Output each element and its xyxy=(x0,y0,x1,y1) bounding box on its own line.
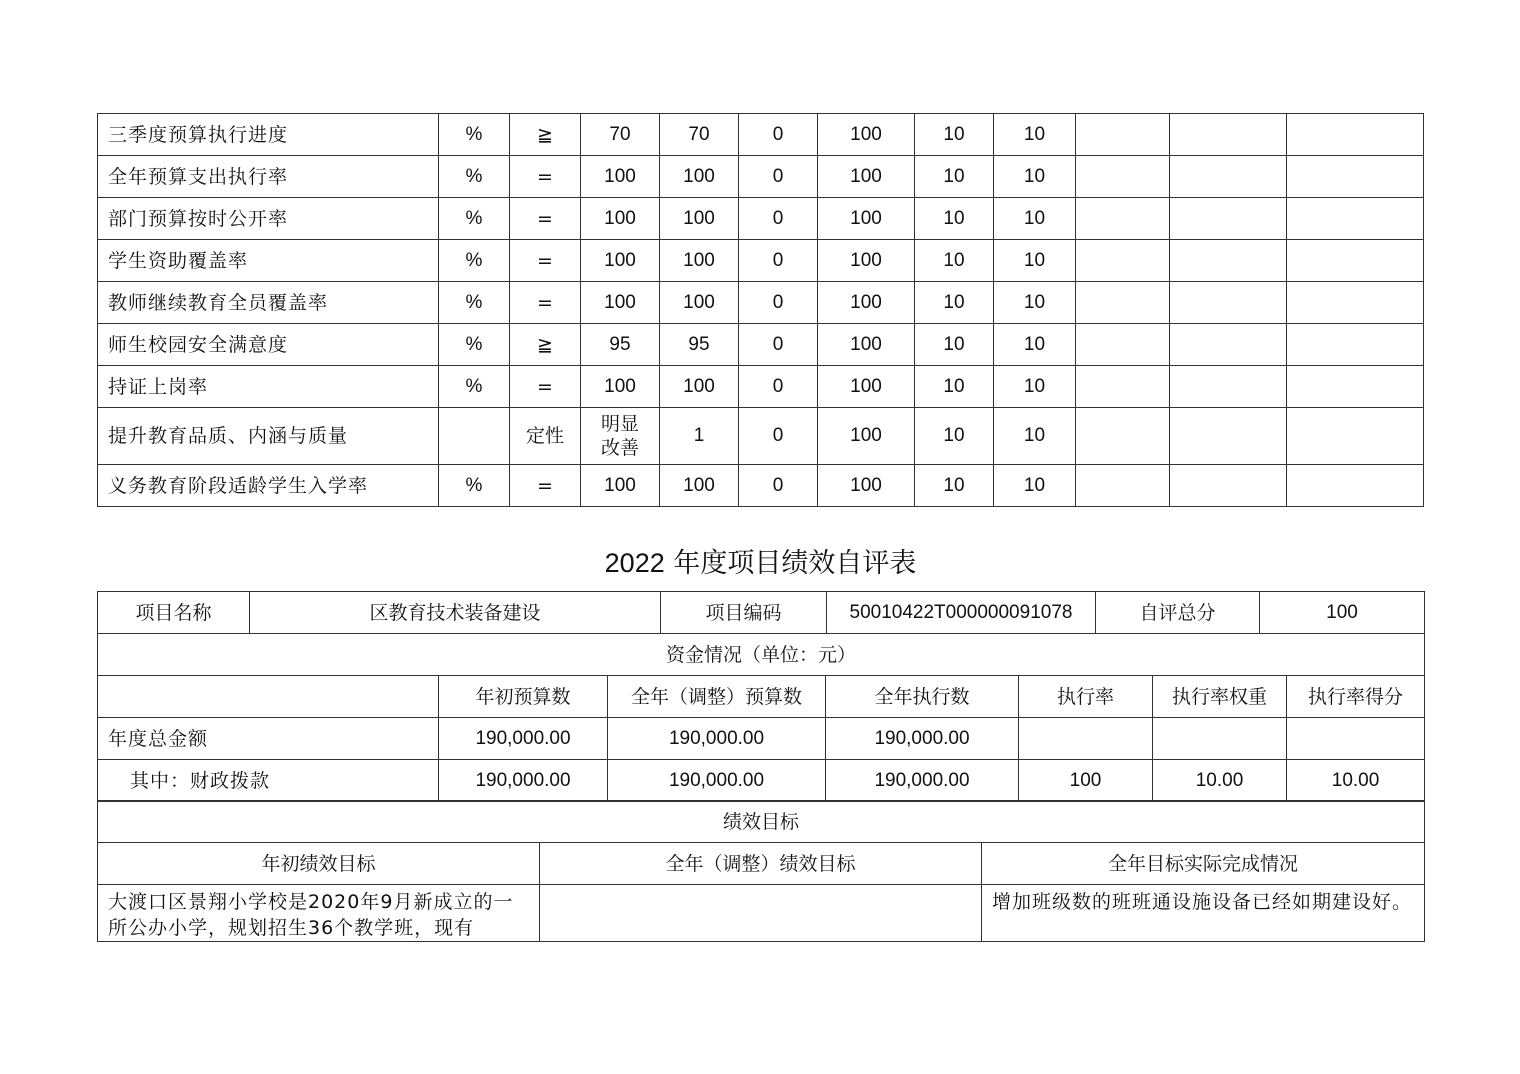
funds-table xyxy=(97,633,1425,802)
project-name-label: 项目名称 xyxy=(98,592,250,634)
indicator-empty-cell xyxy=(1170,282,1287,324)
funds-fiscal-initial: 190,000.00 xyxy=(439,760,608,802)
project-code-label: 项目编码 xyxy=(661,592,827,634)
indicator-empty-cell xyxy=(1076,156,1170,198)
indicator-row xyxy=(98,114,1424,156)
indicator-empty-cell xyxy=(1287,282,1424,324)
indicator-completion: 100 xyxy=(818,408,915,465)
indicator-score: 10 xyxy=(994,465,1076,507)
indicator-name: 持证上岗率 xyxy=(98,366,439,408)
funds-fiscal-label: 其中：财政拨款 xyxy=(98,760,439,802)
indicator-actual: 100 xyxy=(660,156,739,198)
indicator-unit: % xyxy=(439,240,510,282)
indicator-completion: 100 xyxy=(818,240,915,282)
indicator-target: 100 xyxy=(581,282,660,324)
indicator-name: 教师继续教育全员覆盖率 xyxy=(98,282,439,324)
indicator-empty-cell xyxy=(1287,408,1424,465)
indicator-actual: 95 xyxy=(660,324,739,366)
indicator-completion: 100 xyxy=(818,366,915,408)
funds-header-blank xyxy=(98,676,439,718)
indicator-target: 70 xyxy=(581,114,660,156)
indicator-actual: 100 xyxy=(660,465,739,507)
funds-fiscal-executed: 190,000.00 xyxy=(826,760,1019,802)
indicator-actual: 100 xyxy=(660,240,739,282)
indicator-row xyxy=(98,324,1424,366)
indicator-score: 10 xyxy=(994,366,1076,408)
indicator-operator: = xyxy=(510,198,581,240)
indicator-empty-cell xyxy=(1076,324,1170,366)
indicator-operator: 定性 xyxy=(510,408,581,465)
indicator-target: 明显改善 xyxy=(581,408,660,465)
project-code-value: 50010422T000000091078 xyxy=(827,592,1096,634)
indicator-empty-cell xyxy=(1287,198,1424,240)
indicator-empty-cell xyxy=(1076,282,1170,324)
funds-header-rate: 执行率 xyxy=(1019,676,1153,718)
funds-header-weight: 执行率权重 xyxy=(1153,676,1287,718)
indicator-empty-cell xyxy=(1287,114,1424,156)
indicator-score: 10 xyxy=(994,324,1076,366)
indicator-actual: 100 xyxy=(660,198,739,240)
indicator-empty-cell xyxy=(1170,408,1287,465)
indicator-name: 部门预算按时公开率 xyxy=(98,198,439,240)
indicator-weight: 10 xyxy=(915,366,994,408)
indicator-operator: = xyxy=(510,465,581,507)
indicator-unit: % xyxy=(439,156,510,198)
indicator-unit: % xyxy=(439,282,510,324)
indicator-score: 10 xyxy=(994,114,1076,156)
funds-header-executed: 全年执行数 xyxy=(826,676,1019,718)
indicator-deviation: 0 xyxy=(739,324,818,366)
indicator-empty-cell xyxy=(1170,240,1287,282)
goals-header-actual: 全年目标实际完成情况 xyxy=(982,843,1425,885)
funds-total-initial: 190,000.00 xyxy=(439,718,608,760)
indicator-operator: = xyxy=(510,156,581,198)
indicator-weight: 10 xyxy=(915,465,994,507)
indicator-target: 100 xyxy=(581,366,660,408)
indicator-operator: = xyxy=(510,282,581,324)
indicator-deviation: 0 xyxy=(739,198,818,240)
funds-total-executed: 190,000.00 xyxy=(826,718,1019,760)
project-name-value: 区教育技术装备建设 xyxy=(250,592,661,634)
indicator-weight: 10 xyxy=(915,324,994,366)
indicator-completion: 100 xyxy=(818,324,915,366)
indicator-name: 师生校园安全满意度 xyxy=(98,324,439,366)
indicator-weight: 10 xyxy=(915,408,994,465)
indicator-empty-cell xyxy=(1076,465,1170,507)
goals-header-initial: 年初绩效目标 xyxy=(98,843,540,885)
indicator-empty-cell xyxy=(1076,198,1170,240)
indicator-name: 全年预算支出执行率 xyxy=(98,156,439,198)
indicator-unit: % xyxy=(439,198,510,240)
indicator-empty-cell xyxy=(1287,240,1424,282)
indicator-unit: % xyxy=(439,114,510,156)
indicator-table xyxy=(97,113,1424,507)
indicator-row xyxy=(98,156,1424,198)
goals-header-adjusted: 全年（调整）绩效目标 xyxy=(540,843,982,885)
indicator-score: 10 xyxy=(994,156,1076,198)
indicator-weight: 10 xyxy=(915,156,994,198)
indicator-actual: 100 xyxy=(660,282,739,324)
indicator-weight: 10 xyxy=(915,240,994,282)
goals-table xyxy=(97,800,1425,942)
indicator-empty-cell xyxy=(1170,198,1287,240)
indicator-operator: = xyxy=(510,240,581,282)
indicator-name: 学生资助覆盖率 xyxy=(98,240,439,282)
indicator-completion: 100 xyxy=(818,114,915,156)
total-score-value: 100 xyxy=(1260,592,1425,634)
funds-total-score xyxy=(1287,718,1425,760)
indicator-empty-cell xyxy=(1170,465,1287,507)
indicator-target: 100 xyxy=(581,465,660,507)
funds-header-adjusted: 全年（调整）预算数 xyxy=(608,676,826,718)
indicator-score: 10 xyxy=(994,408,1076,465)
funds-total-adjusted: 190,000.00 xyxy=(608,718,826,760)
indicator-weight: 10 xyxy=(915,114,994,156)
indicator-row xyxy=(98,408,1424,465)
indicator-operator: = xyxy=(510,366,581,408)
indicator-row xyxy=(98,366,1424,408)
funds-fiscal-weight: 10.00 xyxy=(1153,760,1287,802)
indicator-empty-cell xyxy=(1287,465,1424,507)
indicator-deviation: 0 xyxy=(739,465,818,507)
indicator-empty-cell xyxy=(1076,114,1170,156)
page-title: 2022 年度项目绩效自评表 xyxy=(604,548,917,579)
indicator-deviation: 0 xyxy=(739,114,818,156)
indicator-actual: 100 xyxy=(660,366,739,408)
funds-fiscal-score: 10.00 xyxy=(1287,760,1425,802)
funds-total-label: 年度总金额 xyxy=(98,718,439,760)
indicator-deviation: 0 xyxy=(739,156,818,198)
indicator-operator: ≧ xyxy=(510,324,581,366)
goals-actual-text: 增加班级数的班班通设施设备已经如期建设好。 xyxy=(982,885,1425,942)
funds-total-rate xyxy=(1019,718,1153,760)
indicator-deviation: 0 xyxy=(739,240,818,282)
indicator-target: 100 xyxy=(581,198,660,240)
indicator-name: 提升教育品质、内涵与质量 xyxy=(98,408,439,465)
indicator-row xyxy=(98,282,1424,324)
indicator-row xyxy=(98,198,1424,240)
funds-fiscal-adjusted: 190,000.00 xyxy=(608,760,826,802)
indicator-completion: 100 xyxy=(818,465,915,507)
indicator-name: 三季度预算执行进度 xyxy=(98,114,439,156)
indicator-operator: ≧ xyxy=(510,114,581,156)
indicator-empty-cell xyxy=(1076,240,1170,282)
indicator-empty-cell xyxy=(1170,156,1287,198)
indicator-score: 10 xyxy=(994,282,1076,324)
indicator-empty-cell xyxy=(1076,366,1170,408)
indicator-empty-cell xyxy=(1170,114,1287,156)
indicator-row xyxy=(98,240,1424,282)
indicator-unit: % xyxy=(439,366,510,408)
indicator-deviation: 0 xyxy=(739,408,818,465)
funds-header-initial: 年初预算数 xyxy=(439,676,608,718)
indicator-deviation: 0 xyxy=(739,282,818,324)
indicator-unit: % xyxy=(439,324,510,366)
indicator-unit: % xyxy=(439,465,510,507)
project-header-table xyxy=(97,591,1425,634)
indicator-actual: 1 xyxy=(660,408,739,465)
indicator-unit xyxy=(439,408,510,465)
total-score-label: 自评总分 xyxy=(1096,592,1260,634)
indicator-empty-cell xyxy=(1076,408,1170,465)
indicator-completion: 100 xyxy=(818,156,915,198)
funds-section-label: 资金情况（单位：元） xyxy=(98,634,1425,676)
indicator-target: 100 xyxy=(581,156,660,198)
indicator-weight: 10 xyxy=(915,198,994,240)
funds-header-score: 执行率得分 xyxy=(1287,676,1425,718)
indicator-empty-cell xyxy=(1170,366,1287,408)
funds-total-weight xyxy=(1153,718,1287,760)
goals-adjusted-text xyxy=(540,885,982,942)
funds-fiscal-rate: 100 xyxy=(1019,760,1153,802)
indicator-name: 义务教育阶段适龄学生入学率 xyxy=(98,465,439,507)
indicator-empty-cell xyxy=(1287,156,1424,198)
indicator-actual: 70 xyxy=(660,114,739,156)
goals-section-label: 绩效目标 xyxy=(98,801,1425,843)
indicator-empty-cell xyxy=(1287,324,1424,366)
indicator-score: 10 xyxy=(994,198,1076,240)
indicator-row xyxy=(98,465,1424,507)
indicator-empty-cell xyxy=(1287,366,1424,408)
indicator-score: 10 xyxy=(994,240,1076,282)
indicator-empty-cell xyxy=(1170,324,1287,366)
indicator-weight: 10 xyxy=(915,282,994,324)
indicator-completion: 100 xyxy=(818,198,915,240)
goals-initial-text: 大渡口区景翔小学校是2020年9月新成立的一所公办小学，规划招生36个教学班，现有 xyxy=(98,885,540,942)
indicator-completion: 100 xyxy=(818,282,915,324)
indicator-target: 100 xyxy=(581,240,660,282)
indicator-deviation: 0 xyxy=(739,366,818,408)
indicator-target: 95 xyxy=(581,324,660,366)
